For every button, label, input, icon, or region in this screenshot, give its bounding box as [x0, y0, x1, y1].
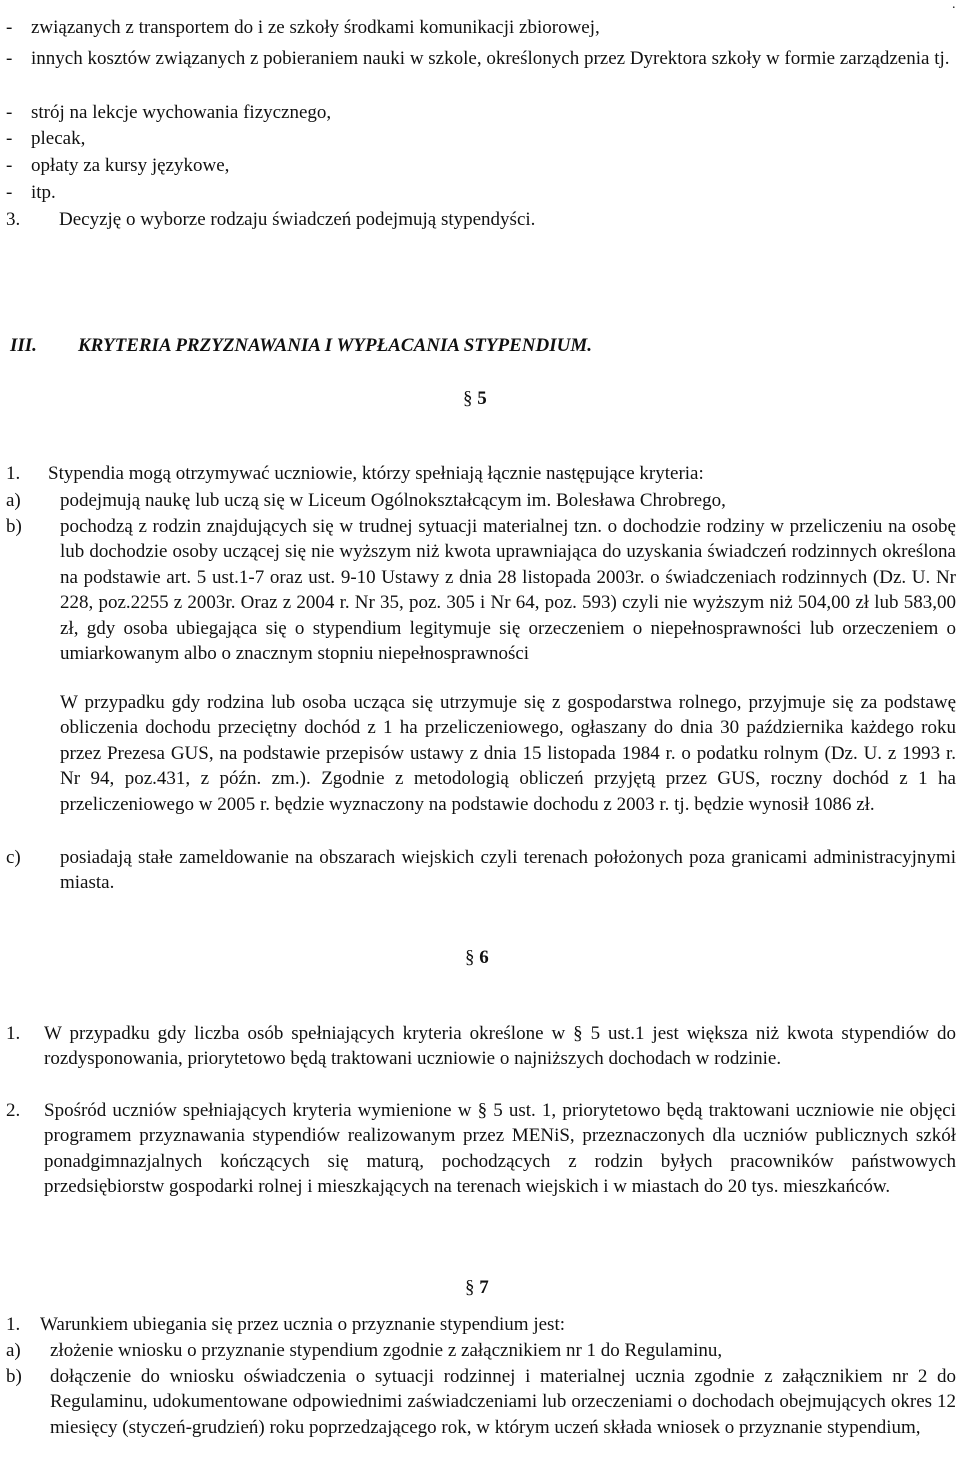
criterion-text: podejmują naukę lub uczą się w Liceum Ogólnokształcącym im. Bolesława Chrobrego,: [60, 490, 726, 511]
paragraph-number: 1.: [6, 463, 21, 484]
section-heading-7: [465, 1275, 489, 1300]
criterion-text: W przypadku gdy rodzina lub osoba ucząca się utrzymuje się z gospodarstwa rolnego, przyjmuje się za podstawę obliczenia dochodu przeciętny dochód z 1 ha przeliczeniowego, ogłaszany do dnia 30 października każdego roku przez Prezesa GUS, na podstawie przepisów ustawy z dnia 15 listopada 1984 r. o podatku rolnym (Dz. U. z 1993 r. Nr 94, poz.431, z późn. zm.). Zgodnie z metodologią obliczeń przyjętą przez GUS, roczny dochód z 1 ha przeliczeniowego w 2005 r. będzie wyznaczony na podstawie dochodu z 2003 r. tj. będzie wynosił 1086 zł.: [60, 692, 956, 815]
section-heading-5: [463, 386, 487, 411]
section-symbol: §: [463, 388, 473, 409]
condition-label: a): [6, 1340, 21, 1361]
corner-mark: .: [952, 0, 956, 12]
section-number: 7: [479, 1277, 489, 1298]
chapter-number: III.: [10, 335, 37, 356]
paragraph-text: W przypadku gdy liczba osób spełniających kryteria określone w § 5 ust.1 jest większa niż kwota stypendiów do rozdysponowania, priorytetowo będą traktowani uczniowie o najniższych dochodach w rodzinie.: [44, 1023, 956, 1070]
section-symbol: §: [465, 1277, 475, 1298]
list-item-text: itp.: [31, 182, 56, 203]
condition-label: b): [6, 1366, 22, 1387]
section-number: 6: [479, 947, 489, 968]
chapter-title: KRYTERIA PRZYZNAWANIA I WYPŁACANIA STYPENDIUM.: [78, 335, 593, 356]
paragraph-number: 1.: [6, 1023, 21, 1044]
dash-marker: -: [6, 155, 13, 176]
criterion-label: b): [6, 516, 22, 537]
dash-marker: -: [6, 128, 13, 149]
paragraph-number: 1.: [6, 1314, 21, 1335]
criterion-label: c): [6, 847, 21, 868]
section-number: 5: [477, 388, 487, 409]
section-heading-6: [465, 945, 489, 970]
paragraph-text: Spośród uczniów spełniających kryteria wymienione w § 5 ust. 1, priorytetowo będą traktowani uczniowie nie objęci programem przyznawania stypendiów realizowanym przez MENiS, przeznaczonych dla uczniów publicznych szkół ponadgimnazjalnych kończących się maturą, pochodzących z rodzin byłych pracowników państwowych przedsiębiorstw gospodarki rolnej i mieszkających na terenach wiejskich i w miastach do 20 tys. mieszkańców.: [44, 1100, 956, 1198]
point-number: 3.: [6, 209, 21, 230]
paragraph-text: Warunkiem ubiegania się przez ucznia o przyznanie stypendium jest:: [40, 1314, 565, 1335]
criterion-label: a): [6, 490, 21, 511]
list-item-text: strój na lekcje wychowania fizycznego,: [31, 102, 332, 123]
condition-text: złożenie wniosku o przyznanie stypendium zgodnie z załącznikiem nr 1 do Regulaminu,: [50, 1340, 723, 1361]
point-text: Decyzję o wyborze rodzaju świadczeń podejmują stypendyści.: [59, 209, 536, 230]
dash-marker: -: [6, 48, 13, 69]
list-item-text: plecak,: [31, 128, 86, 149]
list-item-text: związanych z transportem do i ze szkoły środkami komunikacji zbiorowej,: [31, 17, 600, 38]
paragraph-number: 2.: [6, 1100, 21, 1121]
dash-marker: -: [6, 182, 13, 203]
list-item-text: innych kosztów związanych z pobieraniem nauki w szkole, określonych przez Dyrektora szkoły w formie zarządzenia tj.: [31, 48, 950, 69]
criterion-text: pochodzą z rodzin znajdujących się w trudnej sytuacji materialnej tzn. o dochodzie rodziny w przeliczeniu na osobę lub dochodzie osoby uczącej się nie wyższym niż kwota uprawniająca do uzyskania świadczeń rodzinnych określona na podstawie art. 5 ust.1-7 oraz ust. 9-10 Ustawy z dnia 28 listopada 2003r. o świadczeniach rodzinnych (Dz. U. Nr 228, poz.2255 z 2003r. Oraz z 2004 r. Nr 35, poz. 305 i Nr 64, poz. 593) czyli nie wyższym niż 504,00 zł lub 583,00 zł, gdy osoba ubiegająca się o stypendium legitymuje się orzeczeniem o niepełnosprawności lub orzeczeniem o umiarkowanym albo o znacznym stopniu niepełnosprawności: [60, 516, 956, 665]
dash-marker: -: [6, 102, 13, 123]
dash-marker: -: [6, 17, 13, 38]
condition-text: dołączenie do wniosku oświadczenia o sytuacji rodzinnej i materialnej ucznia zgodnie z załącznikiem nr 2 do Regulaminu, udokumentowane odpowiednimi zaświadczeniami lub orzeczeniami o dochodach obejmujących okres 12 miesięcy (styczeń-grudzień) roku poprzedzającego rok, w którym uczeń składa wniosek o przyznanie stypendium,: [50, 1366, 956, 1438]
list-item-text: opłaty za kursy językowe,: [31, 155, 230, 176]
section-symbol: §: [465, 947, 475, 968]
paragraph-text: Stypendia mogą otrzymywać uczniowie, którzy spełniają łącznie następujące kryteria:: [48, 463, 704, 484]
criterion-text: posiadają stałe zameldowanie na obszarach wiejskich czyli terenach położonych poza granicami administracyjnymi miasta.: [60, 847, 956, 894]
